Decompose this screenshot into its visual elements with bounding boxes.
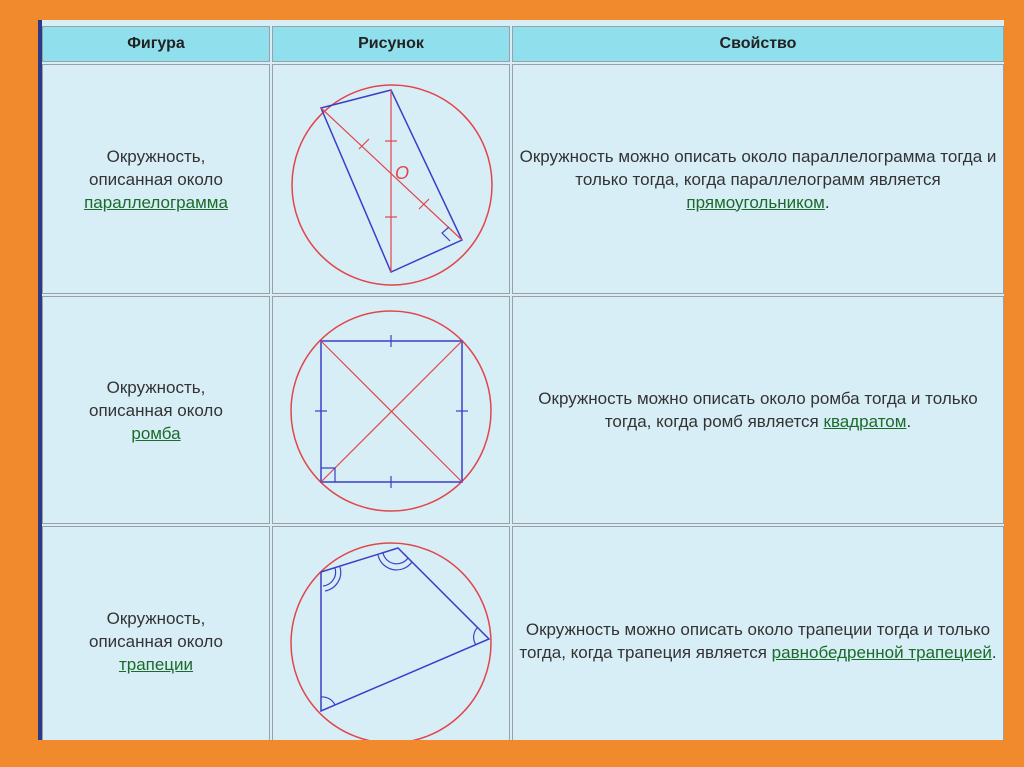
row1-property-text	[519, 145, 997, 214]
square-drawing	[273, 297, 511, 525]
row1-property-part1: Окружность можно описать около параллелограмма тогда и только тогда, когда параллелограмм является	[519, 146, 997, 189]
trapezoid-shape	[321, 548, 489, 711]
center-label: O	[395, 163, 410, 183]
row2-property-link[interactable]: квадратом	[823, 412, 907, 431]
header-drawing-label: Рисунок	[358, 35, 424, 52]
row1-property-link[interactable]: прямоугольником	[686, 192, 825, 212]
row2-property-end: .	[906, 412, 912, 431]
circumcircle	[292, 85, 492, 285]
row1-property-end: .	[824, 192, 830, 212]
angle-arc	[321, 697, 335, 705]
row3-property-end: .	[991, 643, 997, 662]
row2-drawing	[272, 296, 510, 524]
angle-arc	[474, 627, 478, 645]
row2-property	[512, 296, 1004, 524]
table-frame	[38, 20, 1004, 740]
right-angle-mark	[442, 227, 450, 241]
row2-property-part1: Окружность можно описать около ромба тогда и только тогда, когда ромб является	[538, 389, 978, 431]
row1-drawing	[272, 64, 510, 294]
row3-drawing	[272, 526, 510, 740]
row3-figure-link[interactable]: трапеции	[118, 654, 194, 674]
row3-figure-line2: описанная около	[89, 631, 223, 651]
header-property-label: Свойство	[719, 35, 797, 52]
header-figure	[42, 26, 270, 62]
row3-figure	[42, 526, 270, 740]
row3-property-link[interactable]: равнобедренной трапецией	[771, 643, 992, 662]
row2-property-text	[519, 387, 997, 433]
row2-figure	[42, 296, 270, 524]
row3-figure-line1: Окружность,	[106, 608, 206, 628]
header-drawing	[272, 26, 510, 62]
header-property	[512, 26, 1004, 62]
parallelogram-drawing	[273, 65, 511, 295]
row3-property-text	[519, 618, 997, 664]
row3-property	[512, 526, 1004, 740]
row1-property	[512, 64, 1004, 294]
row1-figure-line2: описанная около	[89, 169, 223, 189]
trapezoid-drawing	[273, 527, 511, 740]
row2-figure-link[interactable]: ромба	[131, 423, 181, 443]
row1-figure-line1: Окружность,	[106, 146, 206, 166]
row3-property-part1: Окружность можно описать около трапеции тогда и только тогда, когда трапеция является	[519, 620, 991, 662]
row2-figure-line2: описанная около	[89, 400, 223, 420]
header-figure-label: Фигура	[127, 35, 185, 52]
row2-figure-line1: Окружность,	[106, 377, 206, 397]
row1-figure	[42, 64, 270, 294]
row1-figure-link[interactable]: параллелограмма	[84, 192, 228, 212]
